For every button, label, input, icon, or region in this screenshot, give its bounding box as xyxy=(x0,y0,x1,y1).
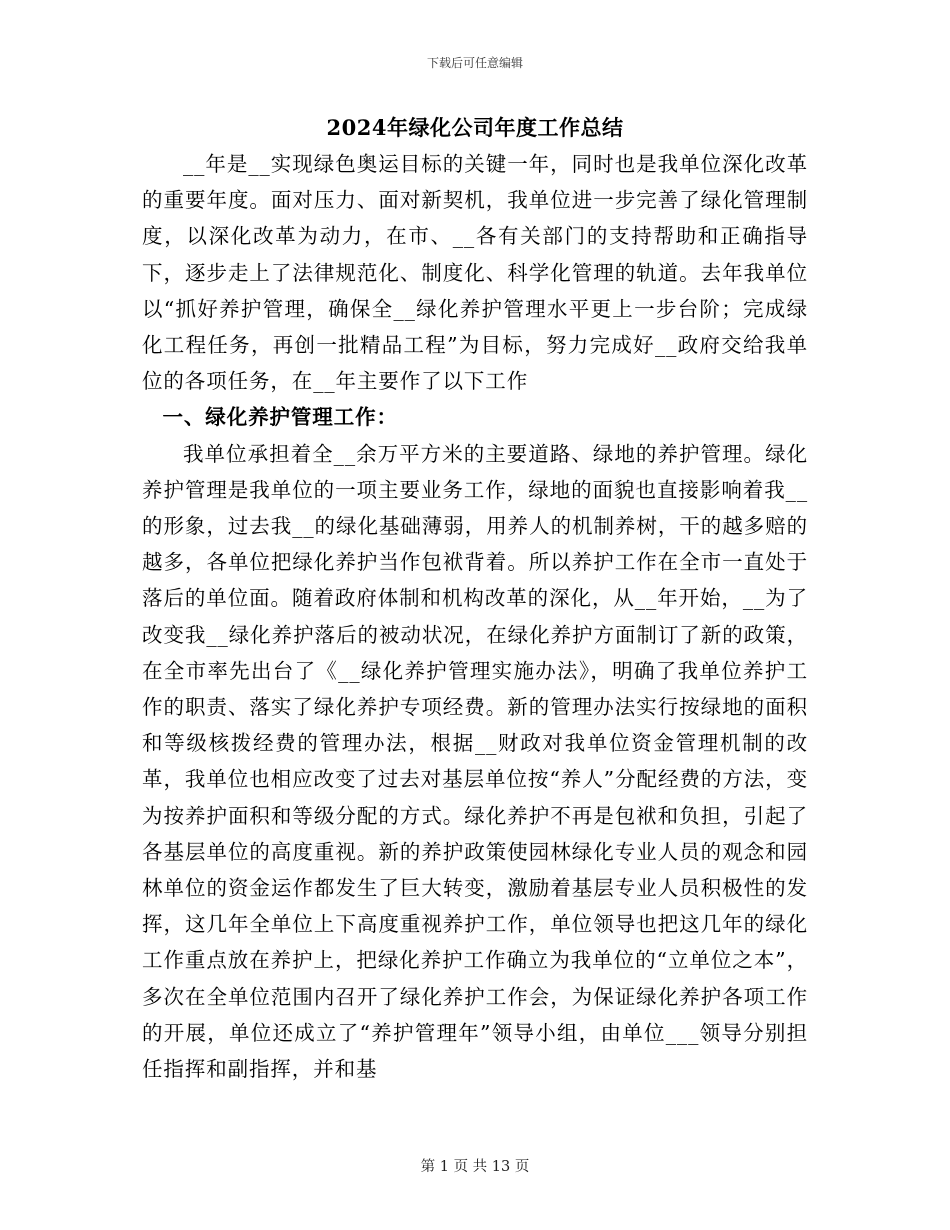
page-footer-page-number: 第 1 页 共 13 页 xyxy=(420,1159,530,1175)
section-1-paragraph: 我单位承担着全__余万平方米的主要道路、绿地的养护管理。绿化养护管理是我单位的一项主要业务工作，绿地的面貌也直接影响着我__的形象，过去我__的绿化基础薄弱，用养人的机制养树，干的越多赔的越多，各单位把绿化养护当作包袱背着。所以养护工作在全市一直处于落后的单位面。随着政府体制和机构改革的深化，从__年开始，__为了改变我__绿化养护落后的被动状况，在绿化养护方面制订了新的政策，在全市率先出台了《__绿化养护管理实施办法》，明确了我单位养护工作的职责、落实了绿化养护专项经费。新的管理办法实行按绿地的面积和等级核拨经费的管理办法，根据__财政对我单位资金管理机制的改革，我单位也相应改变了过去对基层单位按“养人”分配经费的方法，变为按养护面积和等级分配的方式。绿化养护不再是包袱和负担，引起了各基层单位的高度重视。新的养护政策使园林绿化专业人员的观念和园林单位的资金运作都发生了巨大转变，激励着基层专业人员积极性的发挥，这几年全单位上下高度重视养护工作，单位领导也把这几年的绿化工作重点放在养护上，把绿化养护工作确立为我单位的“立单位之本”，多次在全单位范围内召开了绿化养护工作会，为保证绿化养护各项工作的开展，单位还成立了“养护管理年”领导小组，由单位___领导分别担任指挥和副指挥，并和基 xyxy=(142,441,808,1082)
intro-paragraph: __年是__实现绿色奥运目标的关键一年，同时也是我单位深化改革的重要年度。面对压力、面对新契机，我单位进一步完善了绿化管理制度，以深化改革为动力，在市、__各有关部门的支持帮助和正确指导下，逐步走上了法律规范化、制度化、科学化管理的轨道。去年我单位以“抓好养护管理，确保全__绿化养护管理水平更上一步台阶；完成绿化工程任务，再创一批精品工程”为目标，努力完成好__政府交给我单位的各项任务，在__年主要作了以下工作 xyxy=(142,152,808,394)
section-heading-1: 一、绿化养护管理工作： xyxy=(162,405,398,430)
page-header-note: 下载后可任意编辑 xyxy=(426,56,523,70)
document-title: 2024年绿化公司年度工作总结 xyxy=(326,115,624,140)
document-body xyxy=(142,146,808,1087)
